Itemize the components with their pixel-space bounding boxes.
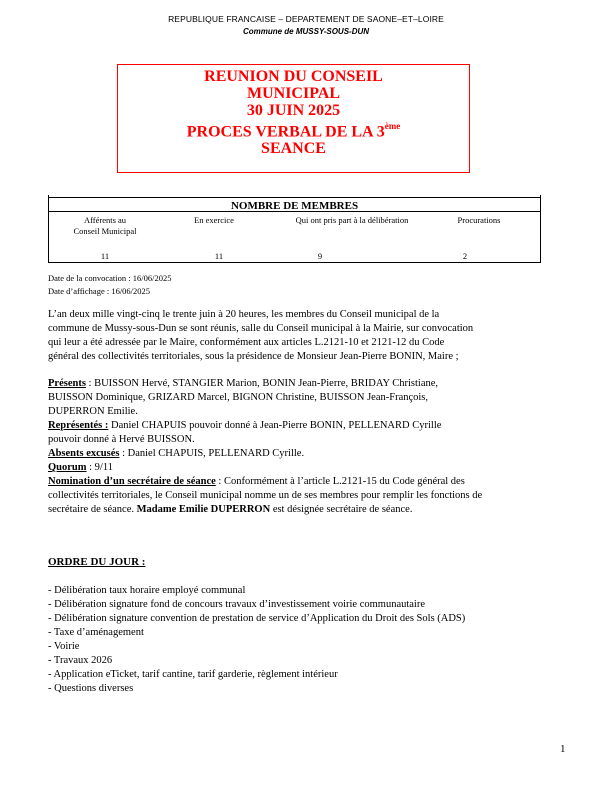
members-col-exercice: En exercice bbox=[194, 215, 234, 225]
members-val-procurations: 2 bbox=[462, 251, 468, 261]
agenda-item: - Taxe d’aménagement bbox=[48, 627, 144, 638]
agenda-item: - Questions diverses bbox=[48, 683, 134, 694]
agenda-item: - Application eTicket, tarif cantine, tarif garderie, règlement intérieur bbox=[48, 669, 338, 680]
header-republic: REPUBLIQUE FRANCAISE – DEPARTEMENT DE SAONE–ET–LOIRE bbox=[168, 14, 444, 24]
presents-line-3: DUPERRON Emilie. bbox=[48, 406, 138, 417]
title-line-2: MUNICIPAL bbox=[246, 85, 341, 102]
agenda-item: - Travaux 2026 bbox=[48, 655, 113, 666]
represented-text-1: Daniel CHAPUIS pouvoir donné à Jean-Pierre BONIN, PELLENARD Cyrille bbox=[108, 420, 442, 431]
title-line-4-sup: ème bbox=[384, 121, 401, 131]
secretary-text-1: : Conformément à l’article L.2121-15 du Code général des bbox=[215, 476, 465, 487]
members-col-afferents-a: Afférents au bbox=[83, 215, 127, 225]
agenda-item: - Délibération signature convention de prestation de service d’Application du Droit des Sols (ADS) bbox=[48, 613, 466, 624]
title-line-5: SEANCE bbox=[261, 140, 326, 158]
presents-line-2: BUISSON Dominique, GRIZARD Marcel, BIGNON Christine, BUISSON Jean-François, bbox=[48, 392, 429, 403]
represented-line-1 bbox=[48, 419, 558, 433]
members-col-deliberation: Qui ont pris part à la délibération bbox=[295, 215, 409, 225]
quorum-line bbox=[48, 461, 558, 475]
agenda-item: - Voirie bbox=[48, 641, 80, 652]
secretary-line-2: collectivités territoriales, le Conseil municipal nomme un de ses membres pour remplir les fonctions de bbox=[48, 490, 483, 501]
title-box bbox=[117, 64, 470, 173]
excused-text: : Daniel CHAPUIS, PELLENARD Cyrille. bbox=[119, 448, 305, 459]
members-title: NOMBRE DE MEMBRES bbox=[49, 197, 540, 212]
intro-line-1: L’an deux mille vingt-cinq le trente juin à 20 heures, les membres du Conseil municipal de la bbox=[48, 309, 440, 320]
header-commune: Commune de MUSSY-SOUS-DUN bbox=[242, 27, 370, 36]
intro-line-4: général des collectivités territoriales, sous la présidence de Monsieur Jean-Pierre BONIN, Maire ; bbox=[48, 351, 459, 362]
secretary-line-3 bbox=[48, 503, 558, 517]
agenda-list bbox=[48, 584, 465, 696]
title-line-3: 30 JUIN 2025 bbox=[246, 102, 341, 119]
secretary-text-3b: est désignée secrétaire de séance. bbox=[270, 504, 413, 515]
members-table bbox=[48, 195, 541, 263]
excused-line bbox=[48, 447, 558, 461]
title-line-4 bbox=[118, 119, 469, 140]
agenda-item: - Délibération taux horaire employé communal bbox=[48, 585, 246, 596]
presents-text-1: : BUISSON Hervé, STANGIER Marion, BONIN Jean-Pierre, BRIDAY Christiane, bbox=[85, 378, 439, 389]
members-val-exercice: 11 bbox=[214, 251, 224, 261]
presents-label: Présents bbox=[48, 378, 86, 389]
represented-label: Représentés : bbox=[48, 420, 109, 431]
secretary-text-3a: secrétaire de séance. bbox=[48, 504, 137, 515]
members-val-deliberation: 9 bbox=[317, 251, 323, 261]
members-val-afferents: 11 bbox=[100, 251, 110, 261]
members-divider bbox=[49, 211, 540, 212]
page-number: 1 bbox=[560, 743, 566, 755]
excused-label: Absents excusés bbox=[48, 448, 120, 459]
title-line-1: REUNION DU CONSEIL bbox=[204, 68, 383, 85]
secretary-label: Nomination d’un secrétaire de séance bbox=[48, 476, 216, 487]
members-col-procurations: Procurations bbox=[457, 215, 501, 225]
quorum-text: : 9/11 bbox=[86, 462, 113, 473]
secretary-line-1 bbox=[48, 475, 558, 489]
agenda-title: ORDRE DU JOUR : bbox=[48, 556, 146, 568]
members-col-afferents bbox=[57, 215, 153, 237]
secretary-name: Madame Emilie DUPERRON bbox=[136, 504, 271, 515]
members-col-afferents-b: Conseil Municipal bbox=[73, 226, 137, 236]
presents-line-1 bbox=[48, 377, 558, 391]
title-line-4-text: PROCES VERBAL DE LA 3 bbox=[186, 123, 385, 141]
quorum-label: Quorum bbox=[48, 462, 87, 473]
represented-line-2: pouvoir donné à Hervé BUISSON. bbox=[48, 434, 195, 445]
date-convocation: Date de la convocation : 16/06/2025 bbox=[48, 273, 172, 283]
intro-line-3: qui leur a été adressée par le Maire, conformément aux articles L.2121-10 et 2121-12 du Code bbox=[48, 337, 445, 348]
intro-paragraph bbox=[48, 308, 548, 364]
date-affichage: Date d’affichage : 16/06/2025 bbox=[48, 286, 151, 296]
intro-line-2: commune de Mussy-sous-Dun se sont réunis, salle du Conseil municipal à la Mairie, sur convocation bbox=[48, 323, 474, 334]
attendance-block bbox=[48, 377, 558, 517]
agenda-item: - Délibération signature fond de concours travaux d’investissement voirie communautaire bbox=[48, 599, 426, 610]
